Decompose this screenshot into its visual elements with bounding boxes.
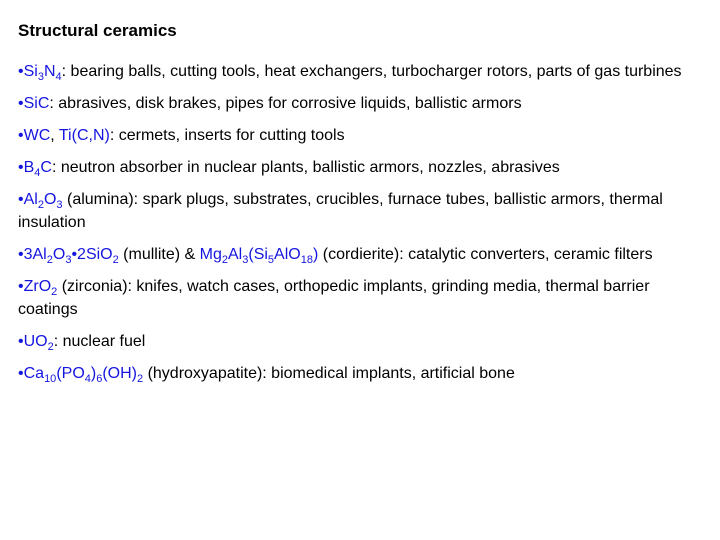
formula-text: • — [18, 278, 24, 295]
formula-text: • — [18, 159, 24, 176]
formula-text: Ca — [23, 365, 45, 382]
list-item — [18, 188, 702, 234]
formula-text: • — [18, 127, 24, 144]
formula-subscript: 5 — [267, 254, 275, 266]
list-item — [18, 156, 702, 179]
formula-subscript: 2 — [47, 341, 54, 353]
formula-subscript: 4 — [84, 373, 91, 385]
formula-subscript: 2 — [221, 254, 228, 266]
formula-subscript: 2 — [46, 254, 53, 266]
formula-text: ) — [90, 365, 97, 382]
formula-text: ) — [312, 246, 319, 263]
slide — [18, 18, 702, 394]
formula-text: Al — [23, 191, 38, 208]
description-text: (alumina): spark plugs, substrates, crucibles, furnace tubes, ballistic armors, thermal insulation — [18, 191, 663, 231]
formula-subscript: 3 — [37, 71, 44, 83]
list-item — [18, 362, 702, 385]
ceramics-list — [18, 60, 702, 385]
formula-subscript: 3 — [56, 199, 63, 211]
formula-subscript: 4 — [34, 167, 41, 179]
list-item — [18, 60, 702, 83]
formula-text: • — [18, 365, 24, 382]
list-item — [18, 124, 702, 147]
formula-subscript: 2 — [112, 254, 119, 266]
formula-text: SiC — [23, 95, 50, 112]
formula-text: WC — [23, 127, 51, 144]
formula-subscript: 3 — [242, 254, 249, 266]
formula-subscript: 10 — [44, 373, 57, 385]
formula-text: • — [18, 191, 24, 208]
description-text: : nuclear fuel — [53, 333, 146, 350]
formula-text: Ti(C,N) — [58, 127, 110, 144]
formula-subscript: 4 — [55, 71, 62, 83]
formula-text: Al — [228, 246, 243, 263]
formula-text: • — [18, 246, 24, 263]
formula-text: • — [18, 95, 24, 112]
description-text: , — [50, 127, 59, 144]
slide-title: Structural ceramics — [18, 21, 177, 40]
formula-subscript: 2 — [51, 286, 58, 298]
formula-text: O — [43, 191, 57, 208]
formula-subscript: 6 — [96, 373, 103, 385]
formula-text: ZrO — [23, 278, 52, 295]
description-text: : neutron absorber in nuclear plants, ballistic armors, nozzles, abrasives — [51, 159, 560, 176]
formula-text: Si — [23, 63, 38, 80]
formula-text: •2SiO — [71, 246, 113, 263]
formula-text: N — [43, 63, 56, 80]
formula-text: 3Al — [23, 246, 47, 263]
formula-text: (Si — [248, 246, 268, 263]
formula-subscript: 3 — [65, 254, 72, 266]
formula-text: • — [18, 63, 24, 80]
description-text: (zirconia): knifes, watch cases, orthopedic implants, grinding media, thermal barrier coatings — [18, 278, 650, 318]
description-text: (hydroxyapatite): biomedical implants, artificial bone — [143, 365, 515, 382]
formula-subscript: 2 — [37, 199, 44, 211]
formula-text: • — [18, 333, 24, 350]
formula-text: AlO — [274, 246, 301, 263]
list-item — [18, 330, 702, 353]
formula-subscript: 2 — [137, 373, 144, 385]
description-text: : abrasives, disk brakes, pipes for corrosive liquids, ballistic armors — [49, 95, 522, 112]
list-item — [18, 243, 702, 266]
list-item — [18, 275, 702, 321]
description-text: (cordierite): catalytic converters, ceramic filters — [318, 246, 653, 263]
list-item — [18, 92, 702, 115]
description-text: : bearing balls, cutting tools, heat exchangers, turbocharger rotors, parts of gas turbines — [61, 63, 682, 80]
formula-text: O — [52, 246, 66, 263]
description-text: (mullite) & — [118, 246, 200, 263]
formula-subscript: 18 — [300, 254, 313, 266]
formula-text: (OH) — [102, 365, 137, 382]
formula-text: C — [40, 159, 52, 176]
description-text: : cermets, inserts for cutting tools — [109, 127, 345, 144]
formula-text: (PO — [56, 365, 85, 382]
formula-text: Mg — [199, 246, 222, 263]
formula-text: UO — [23, 333, 48, 350]
formula-text: B — [23, 159, 35, 176]
